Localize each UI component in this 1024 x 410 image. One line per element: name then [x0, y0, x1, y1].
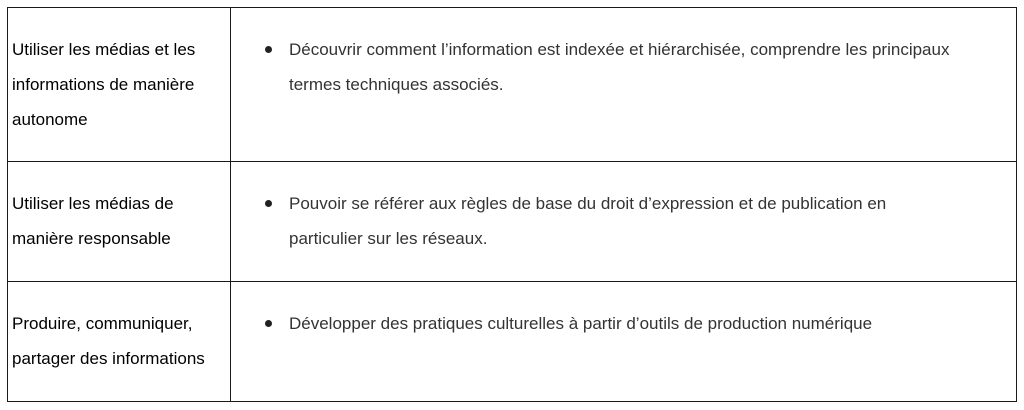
description-cell [231, 8, 1017, 162]
list-item-text: Découvrir comment l’information est indexée et hiérarchisée, comprendre les principaux termes techniques associés. [289, 40, 950, 94]
list-item-text: Développer des pratiques culturelles à partir d’outils de production numérique [289, 314, 873, 333]
skill-cell [8, 162, 231, 282]
skill-label: Produire, communiquer, partager des informations [12, 314, 205, 368]
description-cell [231, 162, 1017, 282]
bullet-list [231, 282, 1016, 341]
list-item [289, 186, 956, 256]
skill-label: Utiliser les médias et les informations de manière autonome [12, 40, 196, 129]
bullet-list [231, 8, 1016, 102]
skill-cell [8, 8, 231, 162]
skills-table [7, 7, 1017, 402]
table-row [8, 282, 1017, 402]
bullet-icon [265, 200, 272, 207]
skill-label: Utiliser les médias de manière responsable [12, 194, 174, 248]
list-item [289, 32, 956, 102]
description-cell [231, 282, 1017, 402]
list-item-text: Pouvoir se référer aux règles de base du droit d’expression et de publication en particulier sur les réseaux. [289, 194, 887, 248]
bullet-icon [265, 46, 272, 53]
table-row [8, 162, 1017, 282]
bullet-list [231, 162, 1016, 256]
skill-cell [8, 282, 231, 402]
table-row [8, 8, 1017, 162]
bullet-icon [265, 320, 272, 327]
list-item [289, 306, 956, 341]
